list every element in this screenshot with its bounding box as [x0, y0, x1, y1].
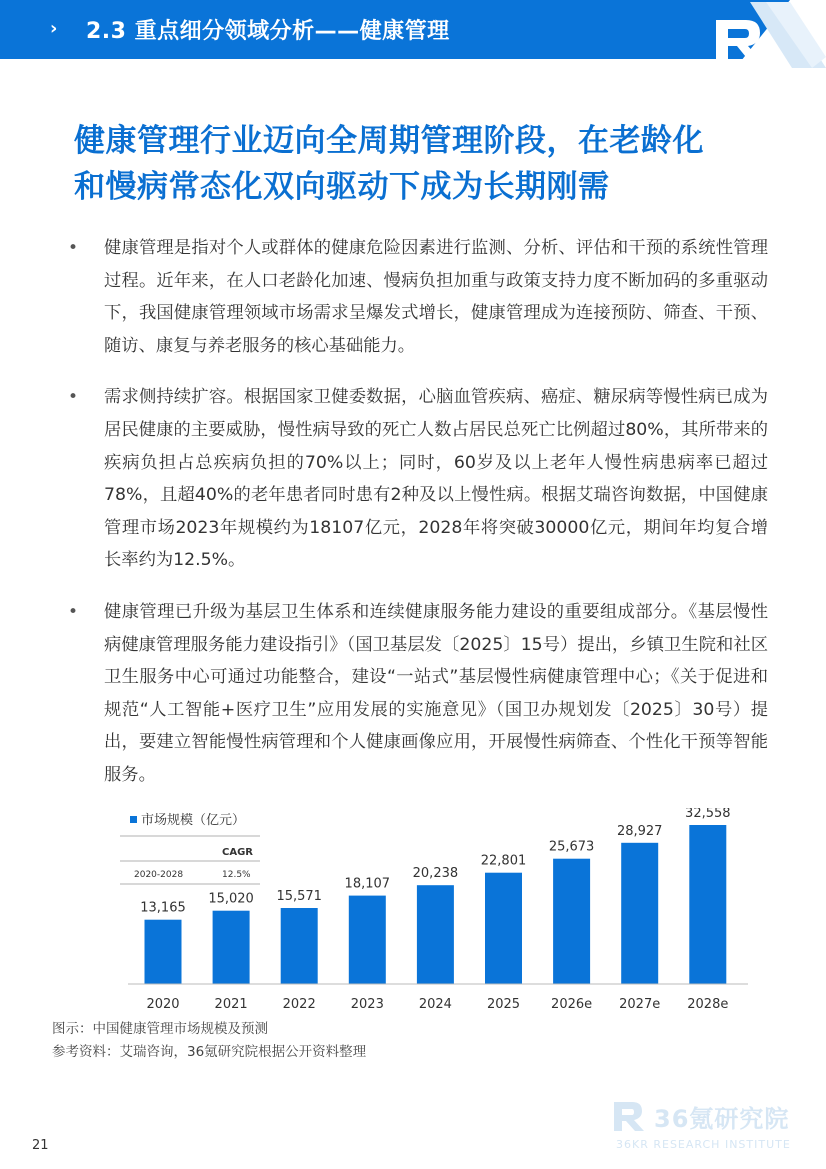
x-tick-label-2026e: 2026e: [551, 997, 593, 1012]
bars-group: [140, 808, 730, 1012]
x-tick-label-2021: 2021: [214, 997, 248, 1012]
legend-swatch: [130, 816, 137, 823]
watermark-subtitle: 36KR RESEARCH INSTITUTE: [616, 1138, 791, 1151]
data-label-2020: 13,165: [140, 900, 186, 916]
bullet-item: [68, 232, 768, 362]
bullet-list: [68, 232, 768, 811]
bullet-marker: •: [68, 238, 79, 258]
x-tick-label-2023: 2023: [350, 997, 384, 1012]
x-tick-label-2027e: 2027e: [619, 997, 661, 1012]
data-label-2026e: 25,673: [548, 839, 595, 855]
bullet-marker: •: [68, 601, 79, 622]
source-note: 参考资料：艾瑞咨询，36氪研究院根据公开资料整理: [52, 1044, 367, 1060]
x-tick-label-2028e: 2028e: [687, 997, 729, 1012]
data-label-2027e: 28,927: [616, 823, 663, 839]
bar-2026e: [553, 859, 590, 984]
bar-2020: [145, 920, 182, 984]
data-label-2024: 20,238: [412, 866, 459, 882]
page-number: 21: [32, 1138, 49, 1153]
market-size-chart: [110, 808, 750, 1018]
data-label-2022: 15,571: [276, 889, 322, 904]
bullet-marker: •: [68, 387, 79, 408]
bar-2022: [281, 908, 318, 984]
36kr-logo-icon: [712, 2, 826, 72]
bar-chart-svg: [110, 808, 750, 1018]
x-tick-label-2025: 2025: [486, 997, 521, 1012]
legend-label: 市场规模（亿元）: [141, 813, 246, 828]
data-label-2021: 15,020: [208, 891, 254, 907]
x-tick-label-2022: 2022: [282, 997, 316, 1012]
cagr-header: CAGR: [222, 847, 253, 858]
x-tick-label-2020: 2020: [146, 997, 180, 1012]
bullet-item: [68, 381, 768, 577]
bar-2024: [417, 885, 454, 984]
bullet-text: 健康管理已升级为基层卫生体系和连续健康服务能力建设的重要组成部分。《基层慢性病健康管理服务能力建设指引》（国卫基层发〔2025〕15号）提出，乡镇卫生院和社区卫生服务中心可通过功能整合，建设“一站式”基层慢性病健康管理中心；《关于促进和规范“人工智能+医疗卫生”应用发展的实施意见》（国卫办规划发〔2025〕30号）提出，要建立智能慢性病管理和个人健康画像应用，开展慢性病筛查、个性化干预等智能服务。: [104, 601, 768, 785]
headline-line-2: 和慢病常态化双向驱动下成为长期刚需: [74, 169, 610, 205]
bar-2028e: [689, 825, 726, 984]
bar-2021: [213, 911, 250, 984]
cagr-period: 2020-2028: [134, 870, 184, 880]
bar-2025: [485, 873, 522, 984]
bar-2027e: [621, 843, 658, 984]
watermark-logo-icon: [612, 1098, 648, 1134]
figure-caption: 图示：中国健康管理市场规模及预测: [52, 1021, 268, 1037]
cagr-value: 12.5%: [222, 870, 251, 880]
page-headline: [74, 118, 764, 210]
section-title: 2.3 重点细分领域分析——健康管理: [86, 19, 450, 44]
bullet-text: 需求侧持续扩容。根据国家卫健委数据，心脑血管疾病、癌症、糖尿病等慢性病已成为居民健康的主要威胁，慢性病导致的死亡人数占居民总死亡比例超过80%，其所带来的疾病负担占总疾病负担的70%以上；同时，60岁及以上老年人慢性病患病率已超过78%，且超40%的老年患者同时患有2种及以上慢性病。根据艾瑞咨询数据，中国健康管理市场2023年规模约为18107亿元，2028年将突破30000亿元，期间年均复合增长率约为12.5%。: [104, 387, 768, 571]
data-label-2028e: 32,558: [685, 808, 731, 821]
chevron-right-icon: ›: [50, 18, 58, 39]
bullet-item: [68, 596, 768, 792]
data-label-2025: 22,801: [480, 853, 527, 869]
watermark-text: 36氪研究院: [654, 1105, 790, 1133]
x-tick-label-2024: 2024: [418, 997, 452, 1012]
data-label-2023: 18,107: [344, 876, 391, 892]
headline-line-1: 健康管理行业迈向全周期管理阶段，在老龄化: [74, 123, 704, 159]
bullet-text: 健康管理是指对个人或群体的健康危险因素进行监测、分析、评估和干预的系统性管理过程。近年来，在人口老龄化加速、慢病负担加重与政策支持力度不断加码的多重驱动下，我国健康管理领域市场需求呈爆发式增长，健康管理成为连接预防、筛查、干预、随访、康复与养老服务的核心基础能力。: [104, 238, 768, 356]
bar-2023: [349, 896, 386, 984]
